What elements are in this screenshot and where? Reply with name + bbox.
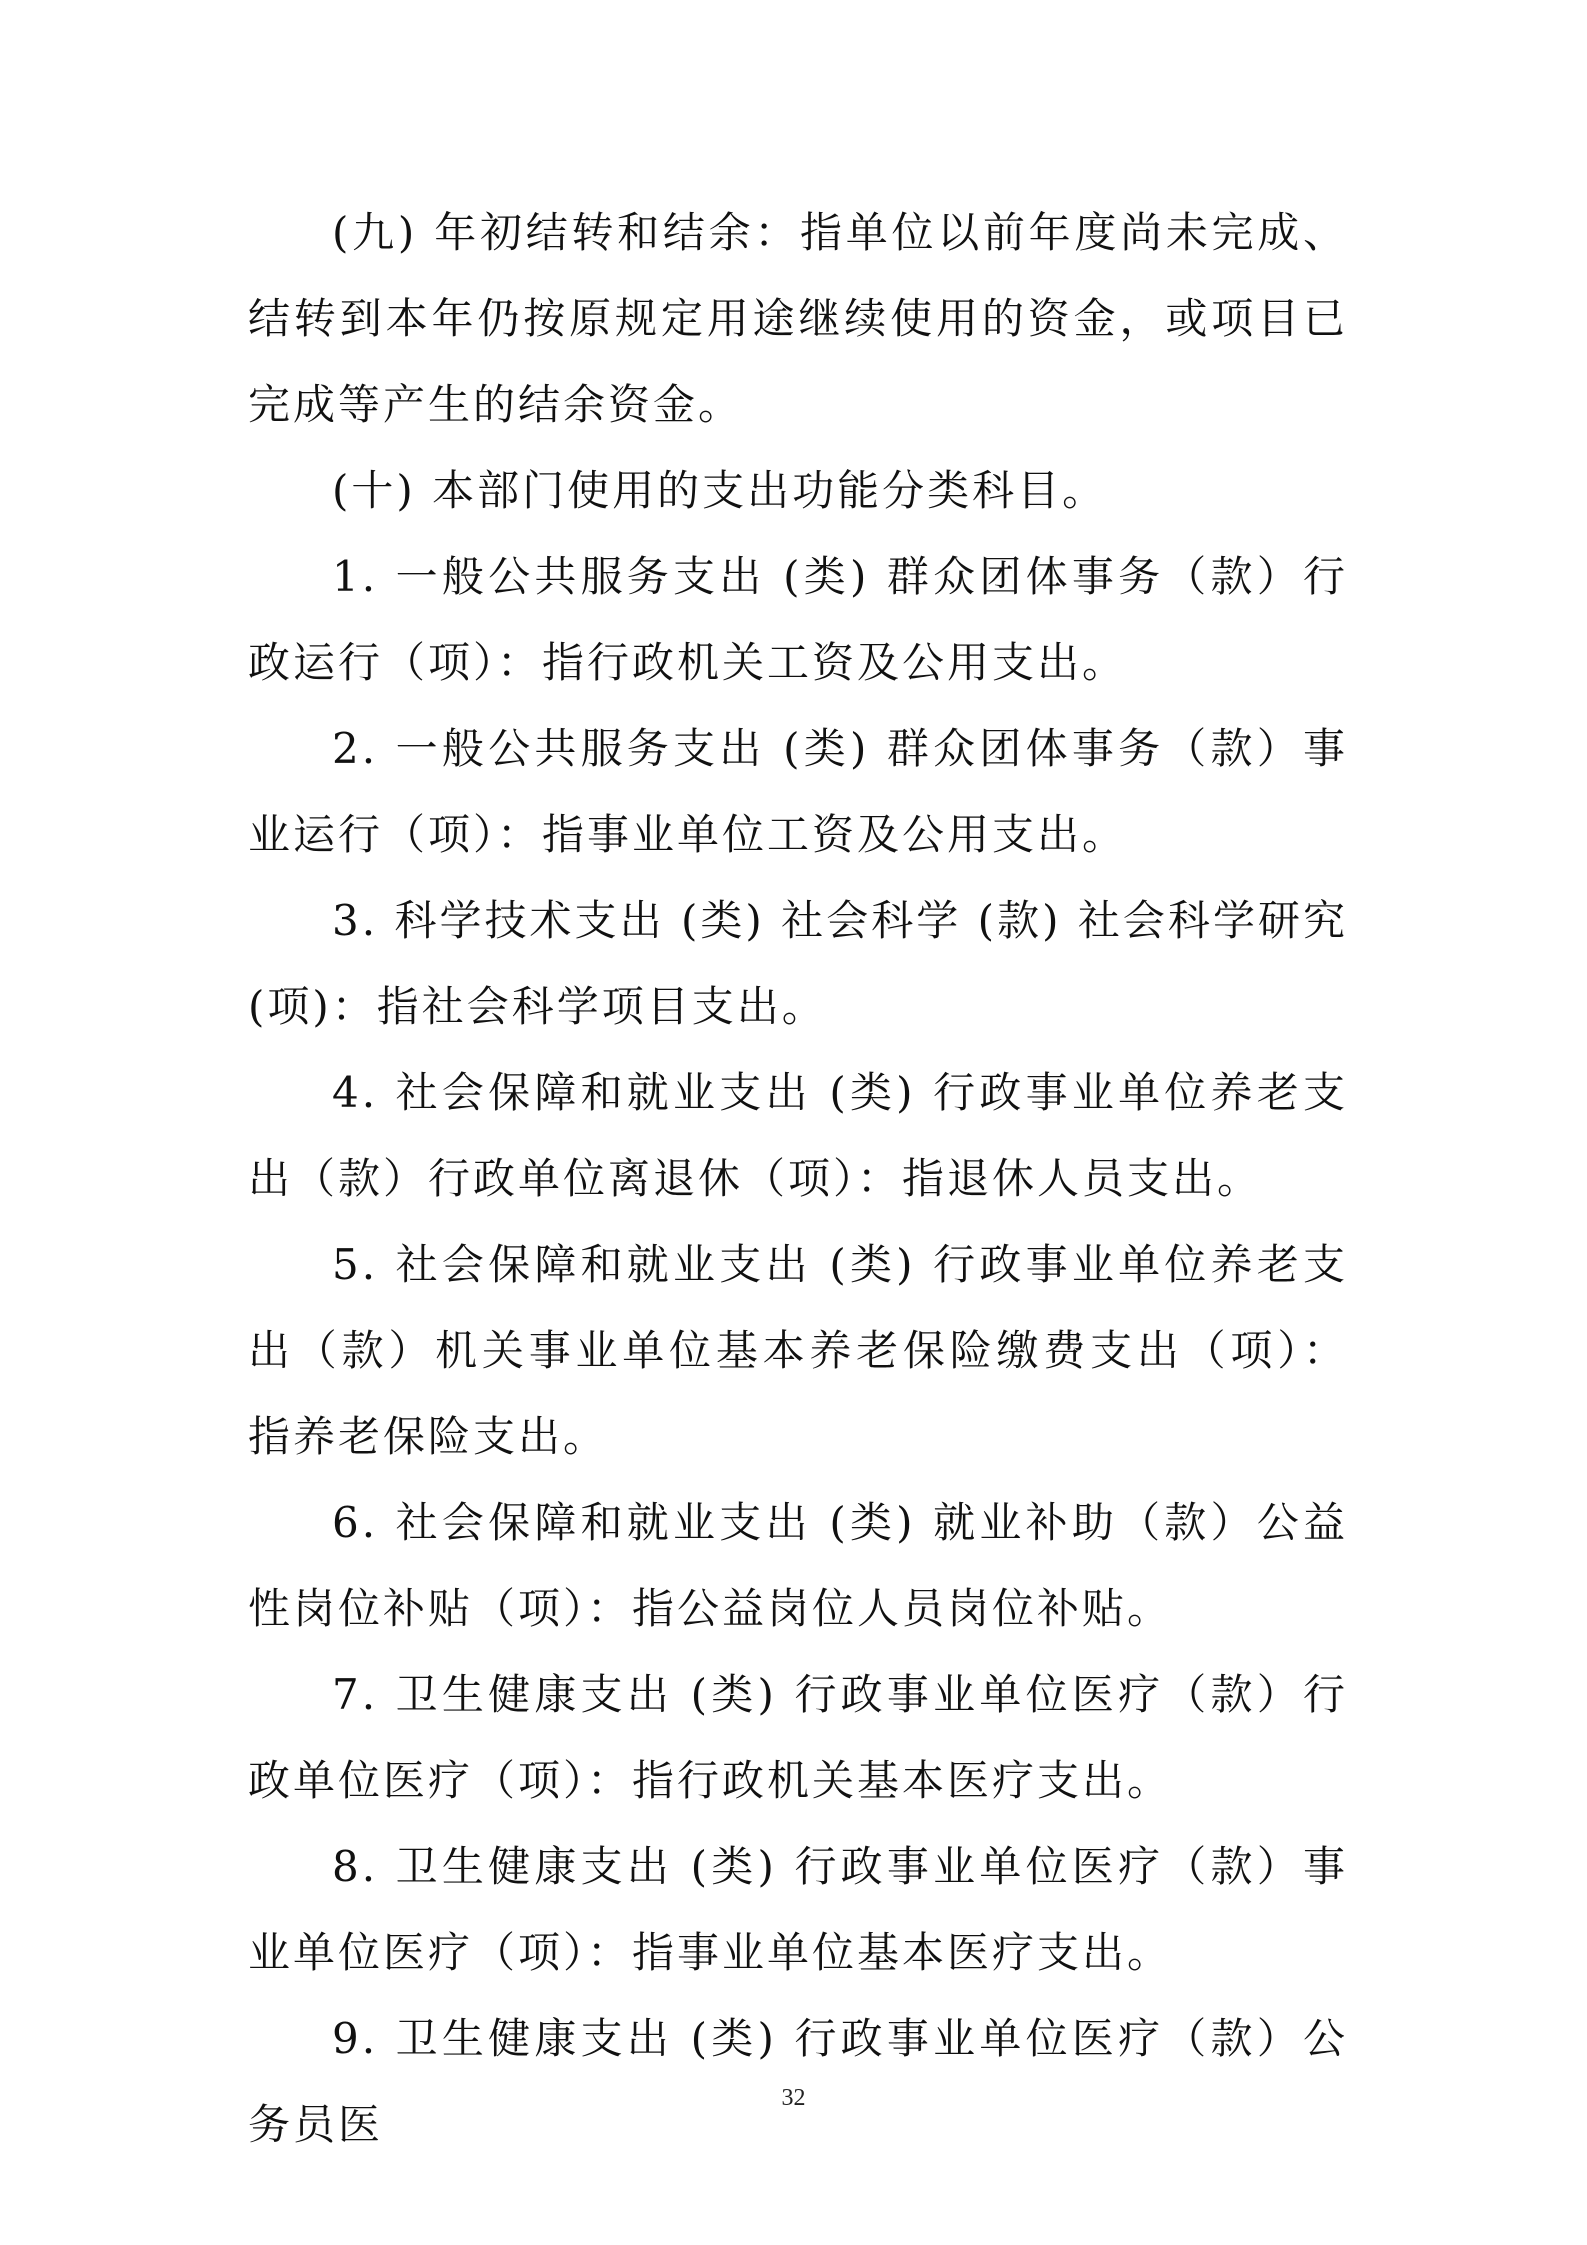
paragraph-item-4: 4. 社会保障和就业支出 (类) 行政事业单位养老支出（款）行政单位离退休（项）：指退休人员支出。 — [248, 1068, 1348, 1203]
paragraph-item-7: 7. 卫生健康支出 (类) 行政事业单位医疗（款）行政单位医疗（项）：指行政机关基本医疗支出。 — [248, 1670, 1348, 1805]
paragraph-item-6: 6. 社会保障和就业支出 (类) 就业补助（款）公益性岗位补贴（项）：指公益岗位人员岗位补贴。 — [248, 1498, 1348, 1633]
paragraph-item-1: 1. 一般公共服务支出 (类) 群众团体事务（款）行政运行（项）：指行政机关工资及公用支出。 — [248, 552, 1348, 687]
document-body — [248, 190, 1348, 2168]
paragraph-item-3: 3. 科学技术支出 (类) 社会科学 (款) 社会科学研究 (项)：指社会科学项目支出。 — [248, 896, 1348, 1031]
paragraph-function-classification-heading: (十) 本部门使用的支出功能分类科目。 — [332, 466, 1108, 515]
paragraph-item-8: 8. 卫生健康支出 (类) 行政事业单位医疗（款）事业单位医疗（项）：指事业单位基本医疗支出。 — [248, 1842, 1348, 1977]
paragraph-item-2: 2. 一般公共服务支出 (类) 群众团体事务（款）事业运行（项）：指事业单位工资及公用支出。 — [248, 724, 1348, 859]
paragraph-item-9: 9. 卫生健康支出 (类) 行政事业单位医疗（款）公务员医 — [248, 2014, 1348, 2149]
paragraph-item-5: 5. 社会保障和就业支出 (类) 行政事业单位养老支出（款）机关事业单位基本养老保险缴费支出（项）：指养老保险支出。 — [248, 1240, 1348, 1461]
page-number: 32 — [781, 2085, 806, 2111]
paragraph-carryover-definition: (九) 年初结转和结余：指单位以前年度尚未完成、结转到本年仍按原规定用途继续使用的资金，或项目已完成等产生的结余资金。 — [248, 208, 1348, 429]
